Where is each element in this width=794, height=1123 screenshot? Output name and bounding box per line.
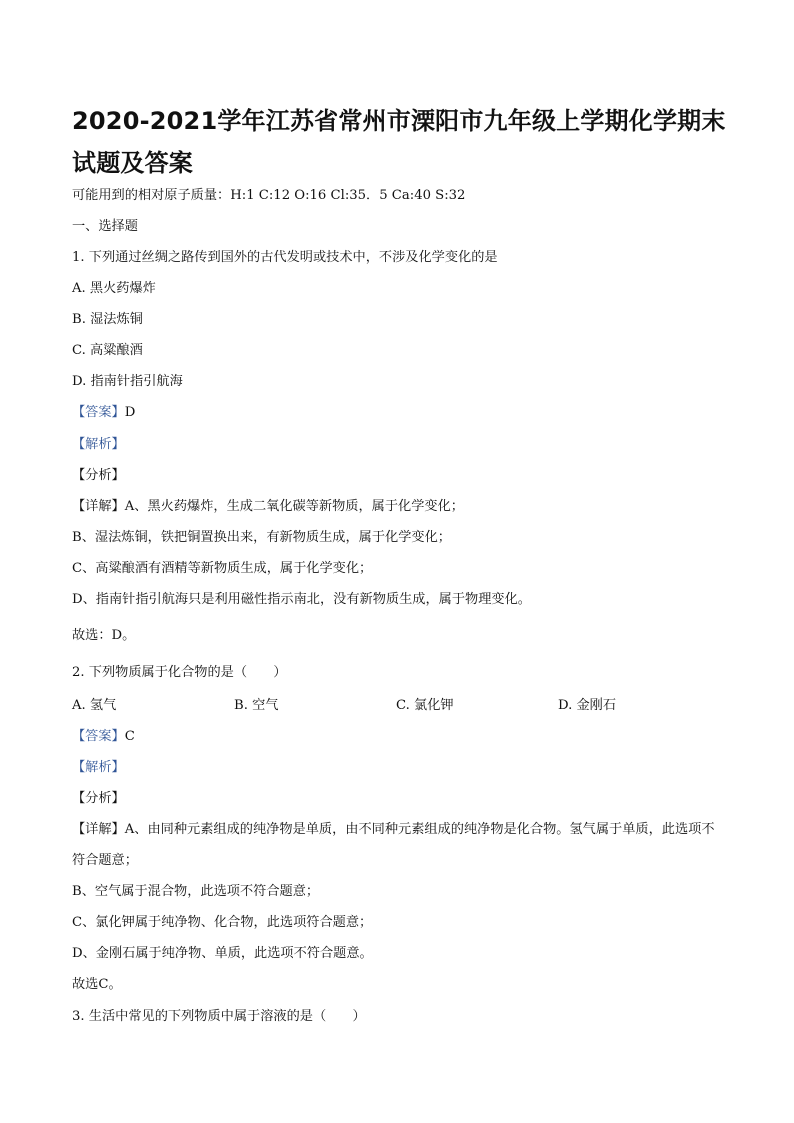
q2-option-c: C. 氯化钾 (396, 698, 454, 713)
q2-conclusion: 故选C。 (72, 977, 122, 992)
q2-option-a: A. 氢气 (72, 698, 117, 713)
q2-jiexi-tag: 【解析】 (72, 760, 125, 775)
q2-detail-a (72, 814, 724, 876)
q2-detail-a-text: A、由同种元素组成的纯净物是单质，由不同种元素组成的纯净物是化合物。氢气属于单质，此选项不符合题意； (72, 822, 715, 868)
q1-answer-value: D (124, 405, 136, 420)
atomic-mass-line: 可能用到的相对原子质量：H:1 C:12 O:16 Cl:35．5 Ca:40 S:32 (72, 188, 466, 203)
q1-jiexi-tag: 【解析】 (72, 437, 125, 452)
q1-answer (72, 404, 135, 422)
q2-stem: 2. 下列物质属于化合物的是（ ） (72, 665, 287, 680)
q1-fenxi-tag: 【分析】 (72, 468, 125, 483)
q2-answer-value: C (124, 729, 135, 744)
q1-detail-d: D、指南针指引航海只是利用磁性指示南北，没有新物质生成，属于物理变化。 (72, 592, 531, 607)
detail-tag: 【详解】 (72, 822, 125, 837)
q1-detail-c: C、高粱酿酒有酒精等新物质生成，属于化学变化； (72, 561, 373, 576)
q1-option-c: C. 高粱酿酒 (72, 343, 143, 358)
q2-detail-c: C、氯化钾属于纯净物、化合物，此选项符合题意； (72, 915, 373, 930)
answer-tag: 【答案】 (72, 405, 125, 420)
q1-detail-b: B、湿法炼铜，铁把铜置换出来，有新物质生成，属于化学变化； (72, 530, 451, 545)
q2-answer (72, 728, 135, 746)
q2-fenxi-tag: 【分析】 (72, 791, 125, 806)
section-heading: 一、选择题 (72, 219, 138, 234)
q1-detail-a-text: A、黑火药爆炸，生成二氧化碳等新物质，属于化学变化； (124, 499, 464, 514)
q1-conclusion: 故选：D。 (72, 628, 136, 643)
q2-detail-b: B、空气属于混合物，此选项不符合题意； (72, 884, 320, 899)
q1-option-b: B. 湿法炼铜 (72, 312, 143, 327)
q1-option-a: A. 黑火药爆炸 (72, 281, 156, 296)
answer-tag: 【答案】 (72, 729, 125, 744)
detail-tag: 【详解】 (72, 499, 125, 514)
q2-detail-d: D、金刚石属于纯净物、单质，此选项不符合题意。 (72, 946, 373, 961)
page-title: 2020-2021学年江苏省常州市溧阳市九年级上学期化学期末试题及答案 (72, 107, 726, 177)
q1-detail-a (72, 498, 464, 516)
q2-option-d: D. 金刚石 (558, 698, 617, 713)
q2-option-b: B. 空气 (234, 698, 279, 713)
q1-option-d: D. 指南针指引航海 (72, 374, 183, 389)
q1-stem: 1. 下列通过丝绸之路传到国外的古代发明或技术中，不涉及化学变化的是 (72, 250, 498, 265)
q3-stem: 3. 生活中常见的下列物质中属于溶液的是（ ） (72, 1009, 366, 1024)
